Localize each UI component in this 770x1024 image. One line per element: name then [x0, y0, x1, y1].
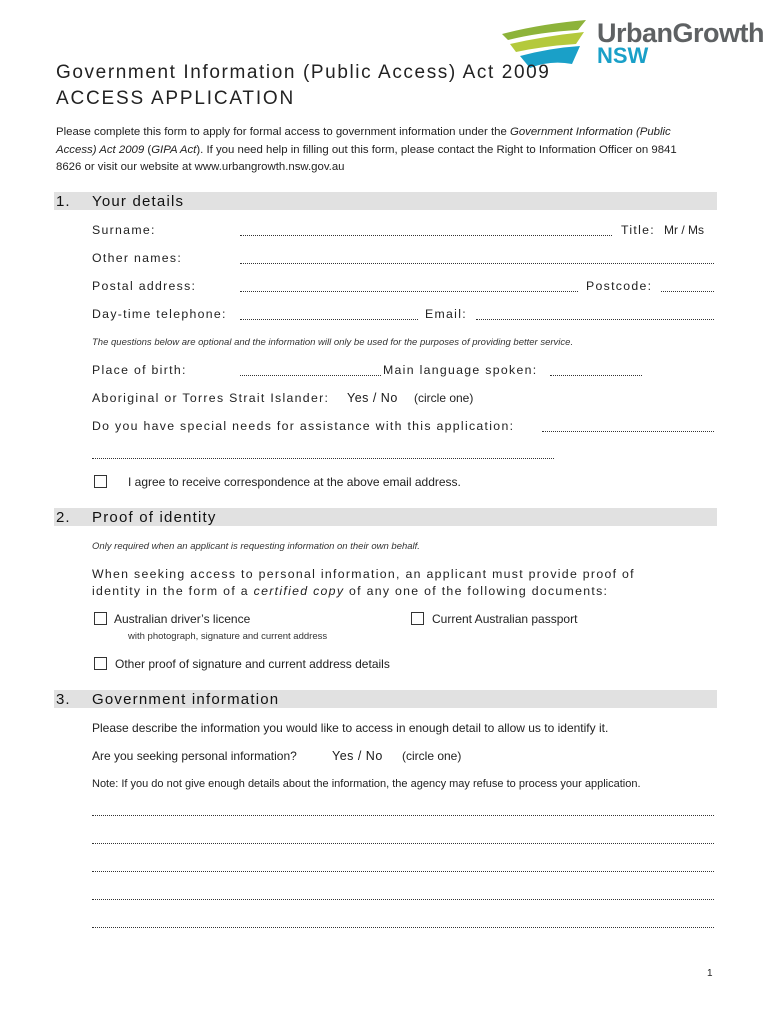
language-field[interactable]	[550, 375, 642, 376]
postal-address-label: Postal address:	[92, 279, 197, 293]
personal-info-options[interactable]: Yes / No	[332, 749, 383, 763]
other-names-label: Other names:	[92, 251, 183, 265]
personal-info-hint: (circle one)	[402, 749, 462, 763]
language-label: Main language spoken:	[383, 363, 538, 377]
atsi-options[interactable]: Yes / No	[347, 391, 398, 405]
surname-label: Surname:	[92, 223, 156, 237]
section-3-title: Government information	[92, 691, 280, 708]
section-1-number: 1.	[56, 193, 71, 210]
postal-address-field[interactable]	[240, 291, 578, 292]
licence-checkbox[interactable]	[94, 612, 107, 625]
birth-field[interactable]	[240, 375, 381, 376]
section-3-number: 3.	[56, 691, 71, 708]
atsi-hint: (circle one)	[414, 391, 474, 405]
document-title: Government Information (Public Access) Act 2009	[56, 62, 551, 83]
logo-nsw: NSW	[597, 43, 649, 68]
identity-requirement-line1: When seeking access to personal information, an applicant must provide proof of	[92, 567, 635, 581]
description-line[interactable]	[92, 927, 714, 928]
identity-note: Only required when an applicant is requesting information on their own behalf.	[92, 541, 420, 552]
section-2-title: Proof of identity	[92, 509, 217, 526]
title-options[interactable]: Mr / Ms	[664, 223, 704, 237]
logo-wordmark: UrbanGrowth	[597, 18, 764, 48]
page-number: 1	[707, 968, 713, 979]
section-2-number: 2.	[56, 509, 71, 526]
description-line[interactable]	[92, 899, 714, 900]
document-subtitle: ACCESS APPLICATION	[56, 88, 295, 109]
birth-label: Place of birth:	[92, 363, 187, 377]
licence-label: Australian driver’s licence	[114, 612, 251, 626]
describe-instruction: Please describe the information you would like to access in enough detail to allow us to identify it.	[92, 721, 609, 735]
intro-paragraph: Please complete this form to apply for formal access to government information under the Government Information (Public Access) Act 2009 (GIPA Act). If you need help in filling out this form, please contact the Right to Information Officer on 9841 8626 or visit our website at www.urbangrowth.nsw.gov.au	[56, 126, 677, 173]
postcode-label: Postcode:	[586, 279, 653, 293]
atsi-label: Aboriginal or Torres Strait Islander:	[92, 391, 330, 405]
passport-checkbox[interactable]	[411, 612, 424, 625]
description-line[interactable]	[92, 815, 714, 816]
special-needs-field[interactable]	[542, 431, 714, 432]
postcode-field[interactable]	[661, 291, 714, 292]
agree-email-checkbox[interactable]	[94, 475, 107, 488]
surname-field[interactable]	[240, 235, 612, 236]
phone-label: Day-time telephone:	[92, 307, 227, 321]
section-1-title: Your details	[92, 193, 185, 210]
licence-sub-label: with photograph, signature and current address	[128, 631, 328, 642]
email-label: Email:	[425, 307, 467, 321]
agree-email-label: I agree to receive correspondence at the above email address.	[128, 475, 461, 489]
description-line[interactable]	[92, 843, 714, 844]
personal-info-question: Are you seeking personal information?	[92, 749, 297, 763]
insufficient-detail-note: Note: If you do not give enough details about the information, the agency may refuse to process your application.	[92, 778, 641, 790]
optional-note: The questions below are optional and the information will only be used for the purposes of providing better service.	[92, 337, 574, 348]
other-proof-label: Other proof of signature and current address details	[115, 657, 390, 671]
phone-field[interactable]	[240, 319, 418, 320]
other-names-field[interactable]	[240, 263, 714, 264]
special-needs-field-line2[interactable]	[92, 458, 554, 459]
description-line[interactable]	[92, 871, 714, 872]
special-needs-label: Do you have special needs for assistance with this application:	[92, 419, 515, 433]
identity-requirement-line2: identity in the form of a certified copy of any one of the following documents:	[92, 584, 609, 598]
email-field[interactable]	[476, 319, 714, 320]
title-label: Title:	[621, 223, 655, 237]
other-proof-checkbox[interactable]	[94, 657, 107, 670]
passport-label: Current Australian passport	[432, 612, 578, 626]
